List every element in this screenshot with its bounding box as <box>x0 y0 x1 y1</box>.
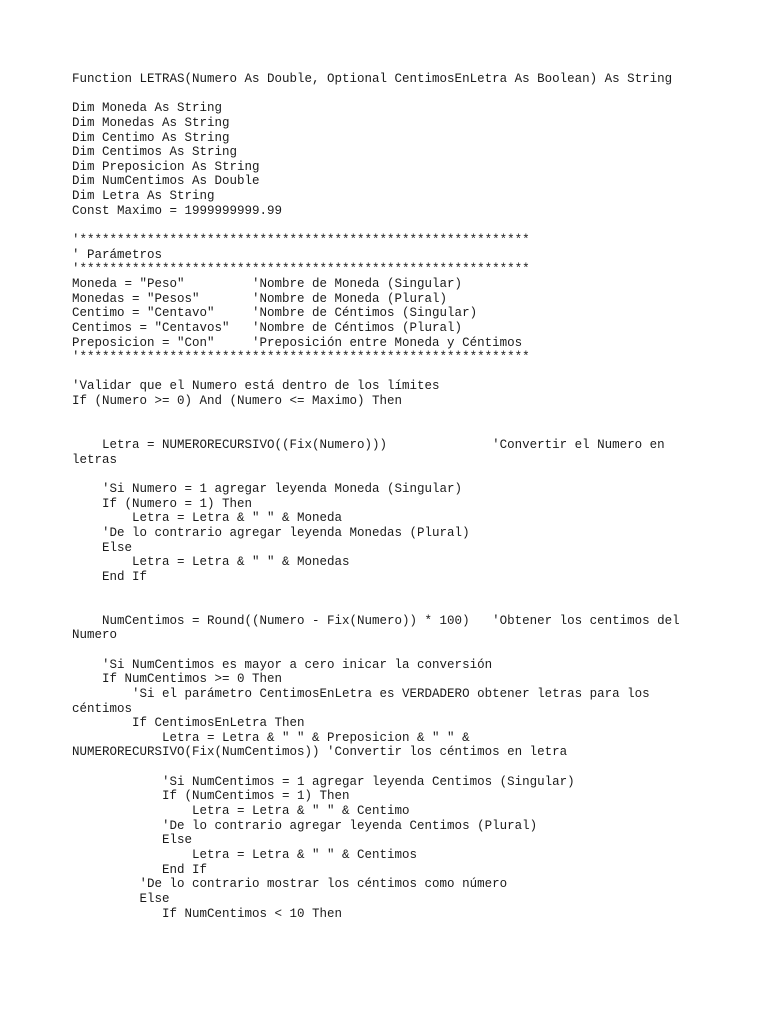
blank-line <box>72 423 712 438</box>
code-line: Else <box>72 540 133 555</box>
code-line: Centimo = "Centavo" 'Nombre de Céntimos (Singular) <box>72 306 478 321</box>
code-line: Letra = Letra & " " & Centimos <box>72 847 418 862</box>
code-line: Numero <box>72 628 118 643</box>
blank-line <box>72 218 712 233</box>
code-line: céntimos <box>72 701 133 716</box>
code-line: Dim Centimos As String <box>72 145 238 160</box>
code-line: Const Maximo = 1999999999.99 <box>72 203 283 218</box>
blank-line <box>72 409 712 424</box>
code-line: Else <box>72 833 193 848</box>
blank-line <box>72 365 712 380</box>
code-line: Dim Moneda As String <box>72 101 223 116</box>
code-document <box>72 72 712 921</box>
code-line: 'Si el parámetro CentimosEnLetra es VERDADERO obtener letras para los <box>72 686 650 701</box>
code-line: Dim Letra As String <box>72 189 215 204</box>
blank-line <box>72 87 712 102</box>
code-line: 'Si Numero = 1 agregar leyenda Moneda (Singular) <box>72 481 463 496</box>
blank-line <box>72 467 712 482</box>
code-line: Moneda = "Peso" 'Nombre de Moneda (Singular) <box>72 276 463 291</box>
code-line: letras <box>72 452 118 467</box>
blank-line <box>72 599 712 614</box>
code-line: Letra = Letra & " " & Monedas <box>72 555 350 570</box>
code-line: If (Numero = 1) Then <box>72 496 253 511</box>
code-line: If NumCentimos >= 0 Then <box>72 672 283 687</box>
code-line: NUMERORECURSIVO(Fix(NumCentimos)) 'Convertir los céntimos en letra <box>72 745 568 760</box>
code-line: Dim Preposicion As String <box>72 159 260 174</box>
code-line: Dim NumCentimos As Double <box>72 174 260 189</box>
blank-line <box>72 643 712 658</box>
code-line: Monedas = "Pesos" 'Nombre de Moneda (Plural) <box>72 291 448 306</box>
blank-line <box>72 760 712 775</box>
code-line: '************************************************************ <box>72 233 530 248</box>
code-line: Function LETRAS(Numero As Double, Optional CentimosEnLetra As Boolean) As String <box>72 72 673 86</box>
code-line: Dim Centimo As String <box>72 130 230 145</box>
code-line: Centimos = "Centavos" 'Nombre de Céntimos (Plural) <box>72 320 463 335</box>
code-line: ' Parámetros <box>72 247 163 262</box>
code-line: If NumCentimos < 10 Then <box>72 906 343 921</box>
code-line: Else <box>72 891 170 906</box>
code-line: NumCentimos = Round((Numero - Fix(Numero)) * 100) 'Obtener los centimos del <box>72 613 680 628</box>
code-line: 'Si NumCentimos es mayor a cero inicar la conversión <box>72 657 493 672</box>
code-line: Letra = NUMERORECURSIVO((Fix(Numero))) 'Convertir el Numero en <box>72 438 665 453</box>
code-line: Letra = Letra & " " & Moneda <box>72 511 343 526</box>
code-line: Letra = Letra & " " & Preposicion & " " & <box>72 730 470 745</box>
code-line: End If <box>72 862 208 877</box>
code-line: 'De lo contrario agregar leyenda Centimos (Plural) <box>72 818 538 833</box>
code-line: '************************************************************ <box>72 262 530 277</box>
code-line: '************************************************************ <box>72 350 530 365</box>
code-line: 'De lo contrario mostrar los céntimos como número <box>72 877 508 892</box>
code-line: Letra = Letra & " " & Centimo <box>72 804 410 819</box>
code-line: 'Validar que el Numero está dentro de los límites <box>72 379 440 394</box>
code-line: 'Si NumCentimos = 1 agregar leyenda Centimos (Singular) <box>72 774 575 789</box>
code-line: End If <box>72 569 148 584</box>
code-line: 'De lo contrario agregar leyenda Monedas (Plural) <box>72 525 470 540</box>
code-line: Dim Monedas As String <box>72 115 230 130</box>
code-line: Preposicion = "Con" 'Preposición entre Moneda y Céntimos <box>72 335 523 350</box>
code-line: If (Numero >= 0) And (Numero <= Maximo) Then <box>72 394 403 409</box>
code-line: If CentimosEnLetra Then <box>72 716 305 731</box>
blank-line <box>72 584 712 599</box>
code-line: If (NumCentimos = 1) Then <box>72 789 350 804</box>
